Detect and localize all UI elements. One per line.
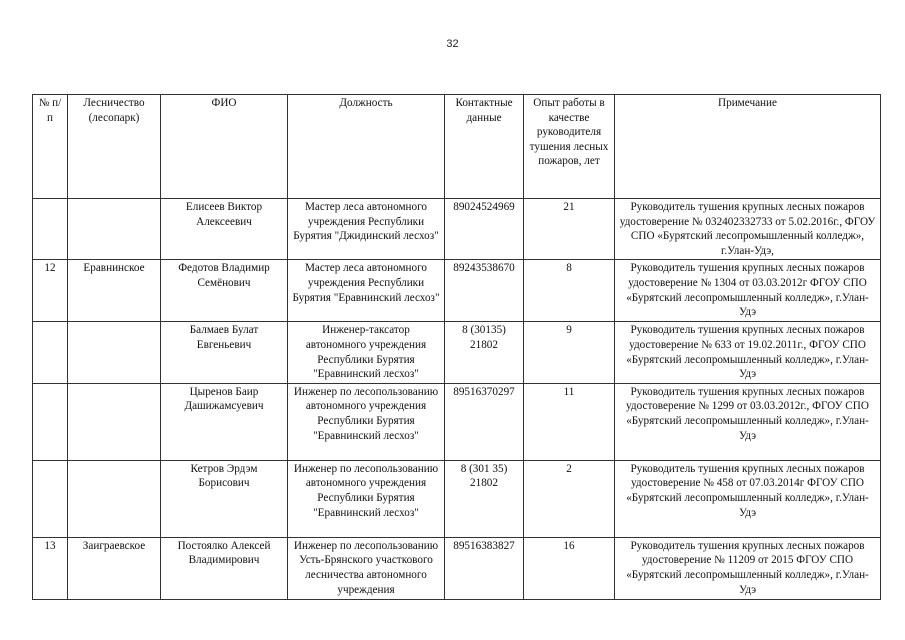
row-position: Инженер-таксатор автономного учреждения Республики Бурятия "Еравнинский лесхоз": [288, 322, 445, 383]
page-number: 32: [446, 38, 459, 50]
row-note: Руководитель тушения крупных лесных пожаров удостоверение № 633 от 19.02.2011г., ФГОУ СПО «Бурятский лесопромышленный колледж», г.Улан-Удэ: [615, 322, 881, 383]
header-contact: Контактные данные: [445, 95, 524, 199]
row-number: [33, 199, 68, 260]
table-row: [33, 537, 881, 599]
row-forestry: [68, 322, 161, 383]
row-contact: 89516383827: [445, 537, 524, 599]
row-forestry: Заиграевское: [68, 537, 161, 599]
row-contact: 89516370297: [445, 383, 524, 460]
row-note: Руководитель тушения крупных лесных пожаров удостоверение № 1304 от 03.03.2012г ФГОУ СПО «Бурятский лесопромышленный колледж», г.Улан-Удэ: [615, 260, 881, 322]
row-name: Елисеев Виктор Алексеевич: [161, 199, 288, 260]
row-note: Руководитель тушения крупных лесных пожаров удостоверение № 458 от 07.03.2014г ФГОУ СПО «Бурятский лесопромышленный колледж», г.Улан-Удэ: [615, 460, 881, 537]
table-row: [33, 322, 881, 383]
row-experience: 16: [524, 537, 615, 599]
table-header-row: [33, 95, 881, 199]
row-number: 13: [33, 537, 68, 599]
row-note: Руководитель тушения крупных лесных пожаров удостоверение № 11209 от 2015 ФГОУ СПО «Бурятский лесопромышленный колледж», г.Улан-Удэ: [615, 537, 881, 599]
row-name: Постоялко Алексей Владимирович: [161, 537, 288, 599]
row-position: Мастер леса автономного учреждения Республики Бурятия "Джидинский лесхоз": [288, 199, 445, 260]
row-experience: 8: [524, 260, 615, 322]
row-contact: 89243538670: [445, 260, 524, 322]
row-forestry: [68, 199, 161, 260]
row-number: [33, 383, 68, 460]
row-number: [33, 322, 68, 383]
row-forestry: [68, 460, 161, 537]
row-name: Федотов Владимир Семёнович: [161, 260, 288, 322]
row-contact: 8 (301 35) 21802: [445, 460, 524, 537]
table-row: [33, 260, 881, 322]
row-contact: 89024524969: [445, 199, 524, 260]
row-position: Инженер по лесопользованию автономного учреждения Республики Бурятия "Еравнинский лесхоз": [288, 383, 445, 460]
row-name: Балмаев Булат Евгеньевич: [161, 322, 288, 383]
table-row: [33, 460, 881, 537]
row-note: Руководитель тушения крупных лесных пожаров удостоверение № 032402332733 от 5.02.2016г., ФГОУ СПО «Бурятский лесопромышленный колледж», г.Улан-Удэ,: [615, 199, 881, 260]
header-position: Должность: [288, 95, 445, 199]
row-experience: 11: [524, 383, 615, 460]
row-position: Инженер по лесопользованию автономного учреждения Республики Бурятия "Еравнинский лесхоз": [288, 460, 445, 537]
header-forestry: Лесничество (лесопарк): [68, 95, 161, 199]
header-note: Примечание: [615, 95, 881, 199]
table-row: [33, 199, 881, 260]
row-forestry: [68, 383, 161, 460]
header-number: № п/п: [33, 95, 68, 199]
row-note: Руководитель тушения крупных лесных пожаров удостоверение № 1299 от 03.03.2012г., ФГОУ СПО «Бурятский лесопромышленный колледж», г.Улан-Удэ: [615, 383, 881, 460]
fire-chiefs-table: [32, 94, 881, 600]
row-name: Цыренов Баир Дашижамсуевич: [161, 383, 288, 460]
table-row: [33, 383, 881, 460]
row-forestry: Еравнинское: [68, 260, 161, 322]
row-name: Кетров Эрдэм Борисович: [161, 460, 288, 537]
row-number: [33, 460, 68, 537]
header-name: ФИО: [161, 95, 288, 199]
row-experience: 21: [524, 199, 615, 260]
row-position: Мастер леса автономного учреждения Республики Бурятия "Еравнинский лесхоз": [288, 260, 445, 322]
row-experience: 9: [524, 322, 615, 383]
row-experience: 2: [524, 460, 615, 537]
row-position: Инженер по лесопользованию Усть-Брянского участкового лесничества автономного учреждения: [288, 537, 445, 599]
row-number: 12: [33, 260, 68, 322]
header-experience: Опыт работы в качестве руководителя тушения лесных пожаров, лет: [524, 95, 615, 199]
row-contact: 8 (30135) 21802: [445, 322, 524, 383]
